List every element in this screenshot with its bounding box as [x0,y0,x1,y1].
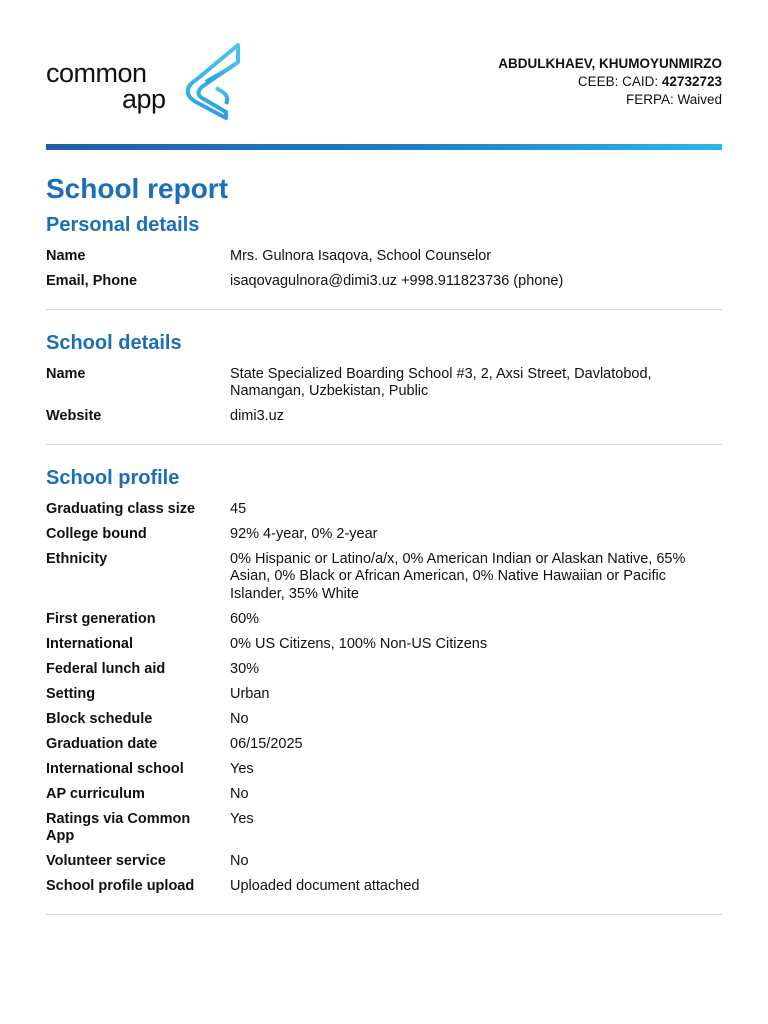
row-label: Setting [46,685,96,702]
row-value: 45 [230,500,247,517]
detail-row [46,711,722,729]
row-label: Website [46,408,102,424]
detail-row [46,248,722,266]
detail-row [46,408,722,426]
row-label: First generation [46,610,156,627]
row-value: No [230,710,249,727]
logo-word-common: common [46,58,147,88]
detail-row [46,273,722,291]
detail-row [46,811,722,846]
row-value: Uploaded document attached [230,878,420,894]
section-divider [46,444,722,445]
section-divider [46,309,722,310]
row-value: isaqovagulnora@dimi3.uz +998.911823736 (phone) [230,273,564,289]
row-value: 0% Hispanic or Latino/a/x, 0% American Indian or Alaskan Native, 65% Asian, 0% Black or African American, 0% Native Hawaiian or Pacific Islander, 35% White [230,550,686,602]
section-title-school: School details [46,331,182,354]
detail-row [46,878,722,896]
row-label: Block schedule [46,710,153,727]
applicant-info [498,55,722,109]
row-value: dimi3.uz [230,408,284,424]
row-value: Mrs. Gulnora Isaqova, School Counselor [230,248,492,264]
detail-row [46,366,722,401]
row-label: Graduation date [46,735,158,752]
common-app-logo [46,42,246,120]
header-rule [46,144,722,150]
row-label: Email, Phone [46,273,138,289]
row-label: Name [46,248,86,264]
common-app-mark-icon [176,42,246,120]
personal-details [46,248,722,291]
row-label: International [46,635,134,652]
detail-row [46,526,722,544]
row-value: State Specialized Boarding School #3, 2, Axsi Street, Davlatobod, Namangan, Uzbekistan, Public [230,365,652,399]
row-value: 30% [230,660,260,677]
row-label: Graduating class size [46,500,196,517]
detail-row [46,661,722,679]
school-details [46,366,722,426]
row-label: Federal lunch aid [46,660,166,677]
row-value: No [230,785,249,802]
row-label: Ratings via Common App [46,810,191,844]
logo-word-app: app [122,84,166,114]
row-label: AP curriculum [46,785,145,802]
detail-row [46,611,722,629]
row-value: Yes [230,810,254,827]
row-value: 06/15/2025 [230,735,303,752]
detail-row [46,686,722,704]
school-profile [46,501,722,896]
report-content [46,172,722,915]
row-label: International school [46,760,184,777]
logo-wordmark [46,60,166,112]
row-label: School profile upload [46,878,195,894]
row-label: Volunteer service [46,853,166,869]
ferpa-status: FERPA: Waived [625,92,722,107]
row-label: Name [46,365,86,382]
caid-value: 42732723 [661,74,722,89]
applicant-caid [498,73,722,91]
section-title-profile: School profile [46,466,180,489]
section-divider [46,914,722,915]
detail-row [46,736,722,754]
applicant-name: ABDULKHAEV, KHUMOYUNMIRZO [498,56,722,71]
section-title-personal: Personal details [46,214,200,236]
row-value: Urban [230,685,270,702]
detail-row [46,501,722,519]
caid-label: CEEB: CAID: [577,74,662,89]
row-label: College bound [46,525,147,542]
row-value: Yes [230,760,254,777]
row-value: No [230,853,249,869]
detail-row [46,761,722,779]
row-value: 92% 4-year, 0% 2-year [230,525,378,542]
row-value: 60% [230,610,260,627]
page-title: School report [46,173,229,204]
detail-row [46,853,722,871]
row-label: Ethnicity [46,550,108,567]
row-value: 0% US Citizens, 100% Non-US Citizens [230,635,488,652]
detail-row [46,636,722,654]
detail-row [46,551,722,604]
detail-row [46,786,722,804]
